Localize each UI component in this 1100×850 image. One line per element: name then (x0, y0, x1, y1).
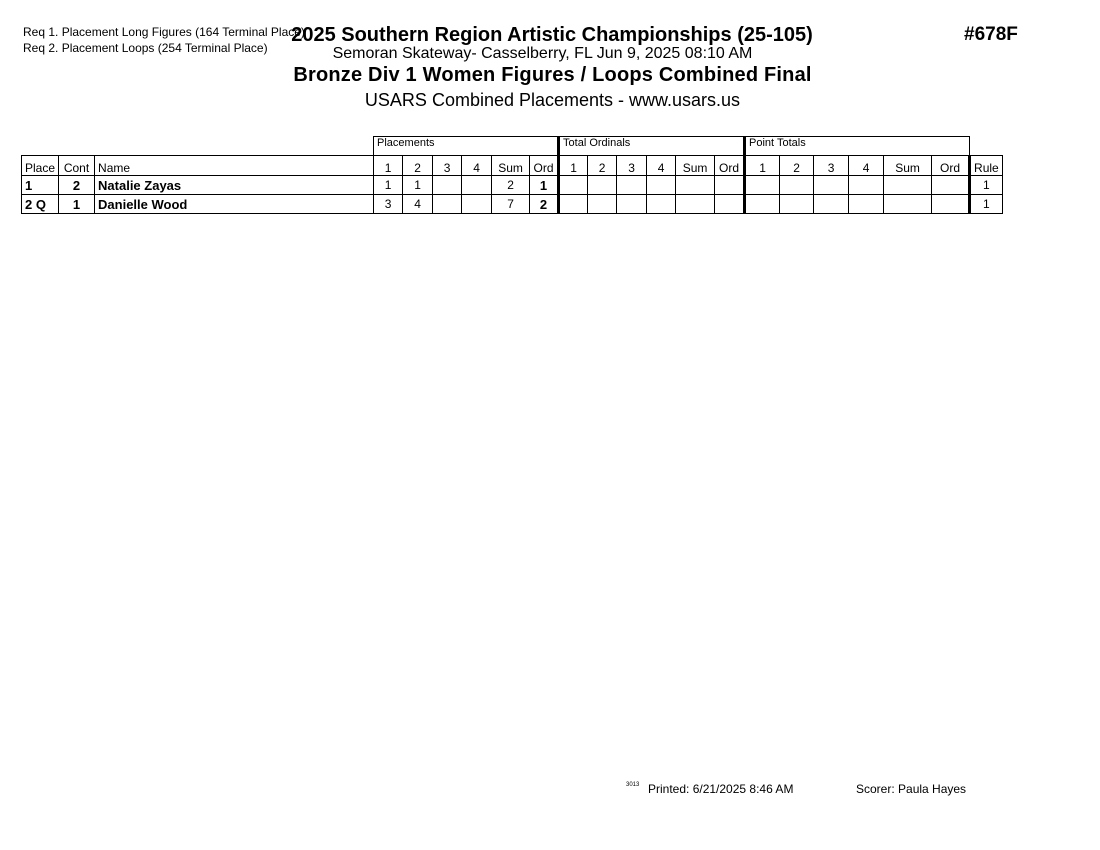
column-header-row (22, 156, 1003, 176)
cell-cont: 1 (59, 195, 95, 214)
cell-name: Danielle Wood (95, 195, 374, 214)
requirement-1: Req 1. Placement Long Figures (164 Terminal Place) (23, 25, 305, 39)
cell-name: Natalie Zayas (95, 176, 374, 195)
table-row (22, 176, 1003, 195)
cell-ordinal-2 (588, 195, 617, 214)
col-points-2: 2 (780, 156, 814, 176)
group-blank (22, 137, 374, 156)
page-title (0, 24, 1100, 47)
col-ordinal-4: 4 (647, 156, 676, 176)
col-placement-ord: Ord (530, 156, 559, 176)
cell-points-3 (814, 176, 849, 195)
col-ordinal-2: 2 (588, 156, 617, 176)
cell-placement-4 (462, 176, 492, 195)
cell-rule: 1 (970, 176, 1003, 195)
printed-timestamp: Printed: 6/21/2025 8:46 AM (648, 782, 794, 796)
cell-ordinal-1 (559, 195, 588, 214)
event-subtitle: USARS Combined Placements - www.usars.us (364, 90, 741, 110)
col-placement-2: 2 (403, 156, 433, 176)
cell-place: 1 (22, 176, 59, 195)
cell-points-1 (745, 176, 780, 195)
cell-placement-ord: 1 (530, 176, 559, 195)
cell-points-2 (780, 176, 814, 195)
cell-points-2 (780, 195, 814, 214)
cell-placement-1: 1 (374, 176, 403, 195)
col-placement-1: 1 (374, 156, 403, 176)
col-placement-sum: Sum (492, 156, 530, 176)
col-ordinal-3: 3 (617, 156, 647, 176)
event-title: Bronze Div 1 Women Figures / Loops Combined Final (293, 64, 812, 86)
col-ordinal-ord: Ord (715, 156, 745, 176)
page-title-text: 2025 Southern Region Artistic Championships (25-105) (291, 24, 813, 46)
cell-points-4 (849, 176, 884, 195)
cell-placement-4 (462, 195, 492, 214)
event-code: #678F (964, 24, 1018, 45)
cell-placement-sum: 7 (492, 195, 530, 214)
col-name: Name (95, 156, 374, 176)
cell-ordinal-2 (588, 176, 617, 195)
col-points-4: 4 (849, 156, 884, 176)
cell-ordinal-3 (617, 176, 647, 195)
cell-ordinal-sum (676, 195, 715, 214)
cell-placement-ord: 2 (530, 195, 559, 214)
cell-ordinal-ord (715, 195, 745, 214)
table-row (22, 195, 1003, 214)
cell-points-sum (884, 195, 932, 214)
group-total-ordinals: Total Ordinals (559, 137, 745, 156)
group-blank-rule (970, 137, 1003, 156)
col-points-sum: Sum (884, 156, 932, 176)
cell-points-3 (814, 195, 849, 214)
results-table (21, 136, 1003, 214)
cell-points-ord (932, 176, 970, 195)
group-placements: Placements (374, 137, 559, 156)
cell-points-1 (745, 195, 780, 214)
col-ordinal-1: 1 (559, 156, 588, 176)
cell-rule: 1 (970, 195, 1003, 214)
col-cont: Cont (59, 156, 95, 176)
col-ordinal-sum: Sum (676, 156, 715, 176)
cell-points-ord (932, 195, 970, 214)
footer-mark: 3013 (626, 782, 640, 788)
cell-ordinal-4 (647, 195, 676, 214)
col-rule: Rule (970, 156, 1003, 176)
col-points-1: 1 (745, 156, 780, 176)
cell-placement-3 (433, 176, 462, 195)
cell-ordinal-3 (617, 195, 647, 214)
col-points-3: 3 (814, 156, 849, 176)
col-placement-3: 3 (433, 156, 462, 176)
group-header-row (22, 137, 1003, 156)
cell-ordinal-4 (647, 176, 676, 195)
cell-points-4 (849, 195, 884, 214)
col-place: Place (22, 156, 59, 176)
cell-placement-2: 4 (403, 195, 433, 214)
requirement-2: Req 2. Placement Loops (254 Terminal Place) (23, 41, 268, 55)
cell-placement-2: 1 (403, 176, 433, 195)
cell-placement-3 (433, 195, 462, 214)
cell-placement-sum: 2 (492, 176, 530, 195)
cell-cont: 2 (59, 176, 95, 195)
cell-points-sum (884, 176, 932, 195)
scorer-name: Scorer: Paula Hayes (856, 782, 967, 796)
cell-ordinal-ord (715, 176, 745, 195)
cell-placement-1: 3 (374, 195, 403, 214)
col-points-ord: Ord (932, 156, 970, 176)
cell-ordinal-sum (676, 176, 715, 195)
venue-line: Semoran Skateway- Casselberry, FL Jun 9, 2025 08:10 AM (332, 45, 753, 62)
cell-place: 2 Q (22, 195, 59, 214)
group-point-totals: Point Totals (745, 137, 970, 156)
cell-ordinal-1 (559, 176, 588, 195)
col-placement-4: 4 (462, 156, 492, 176)
